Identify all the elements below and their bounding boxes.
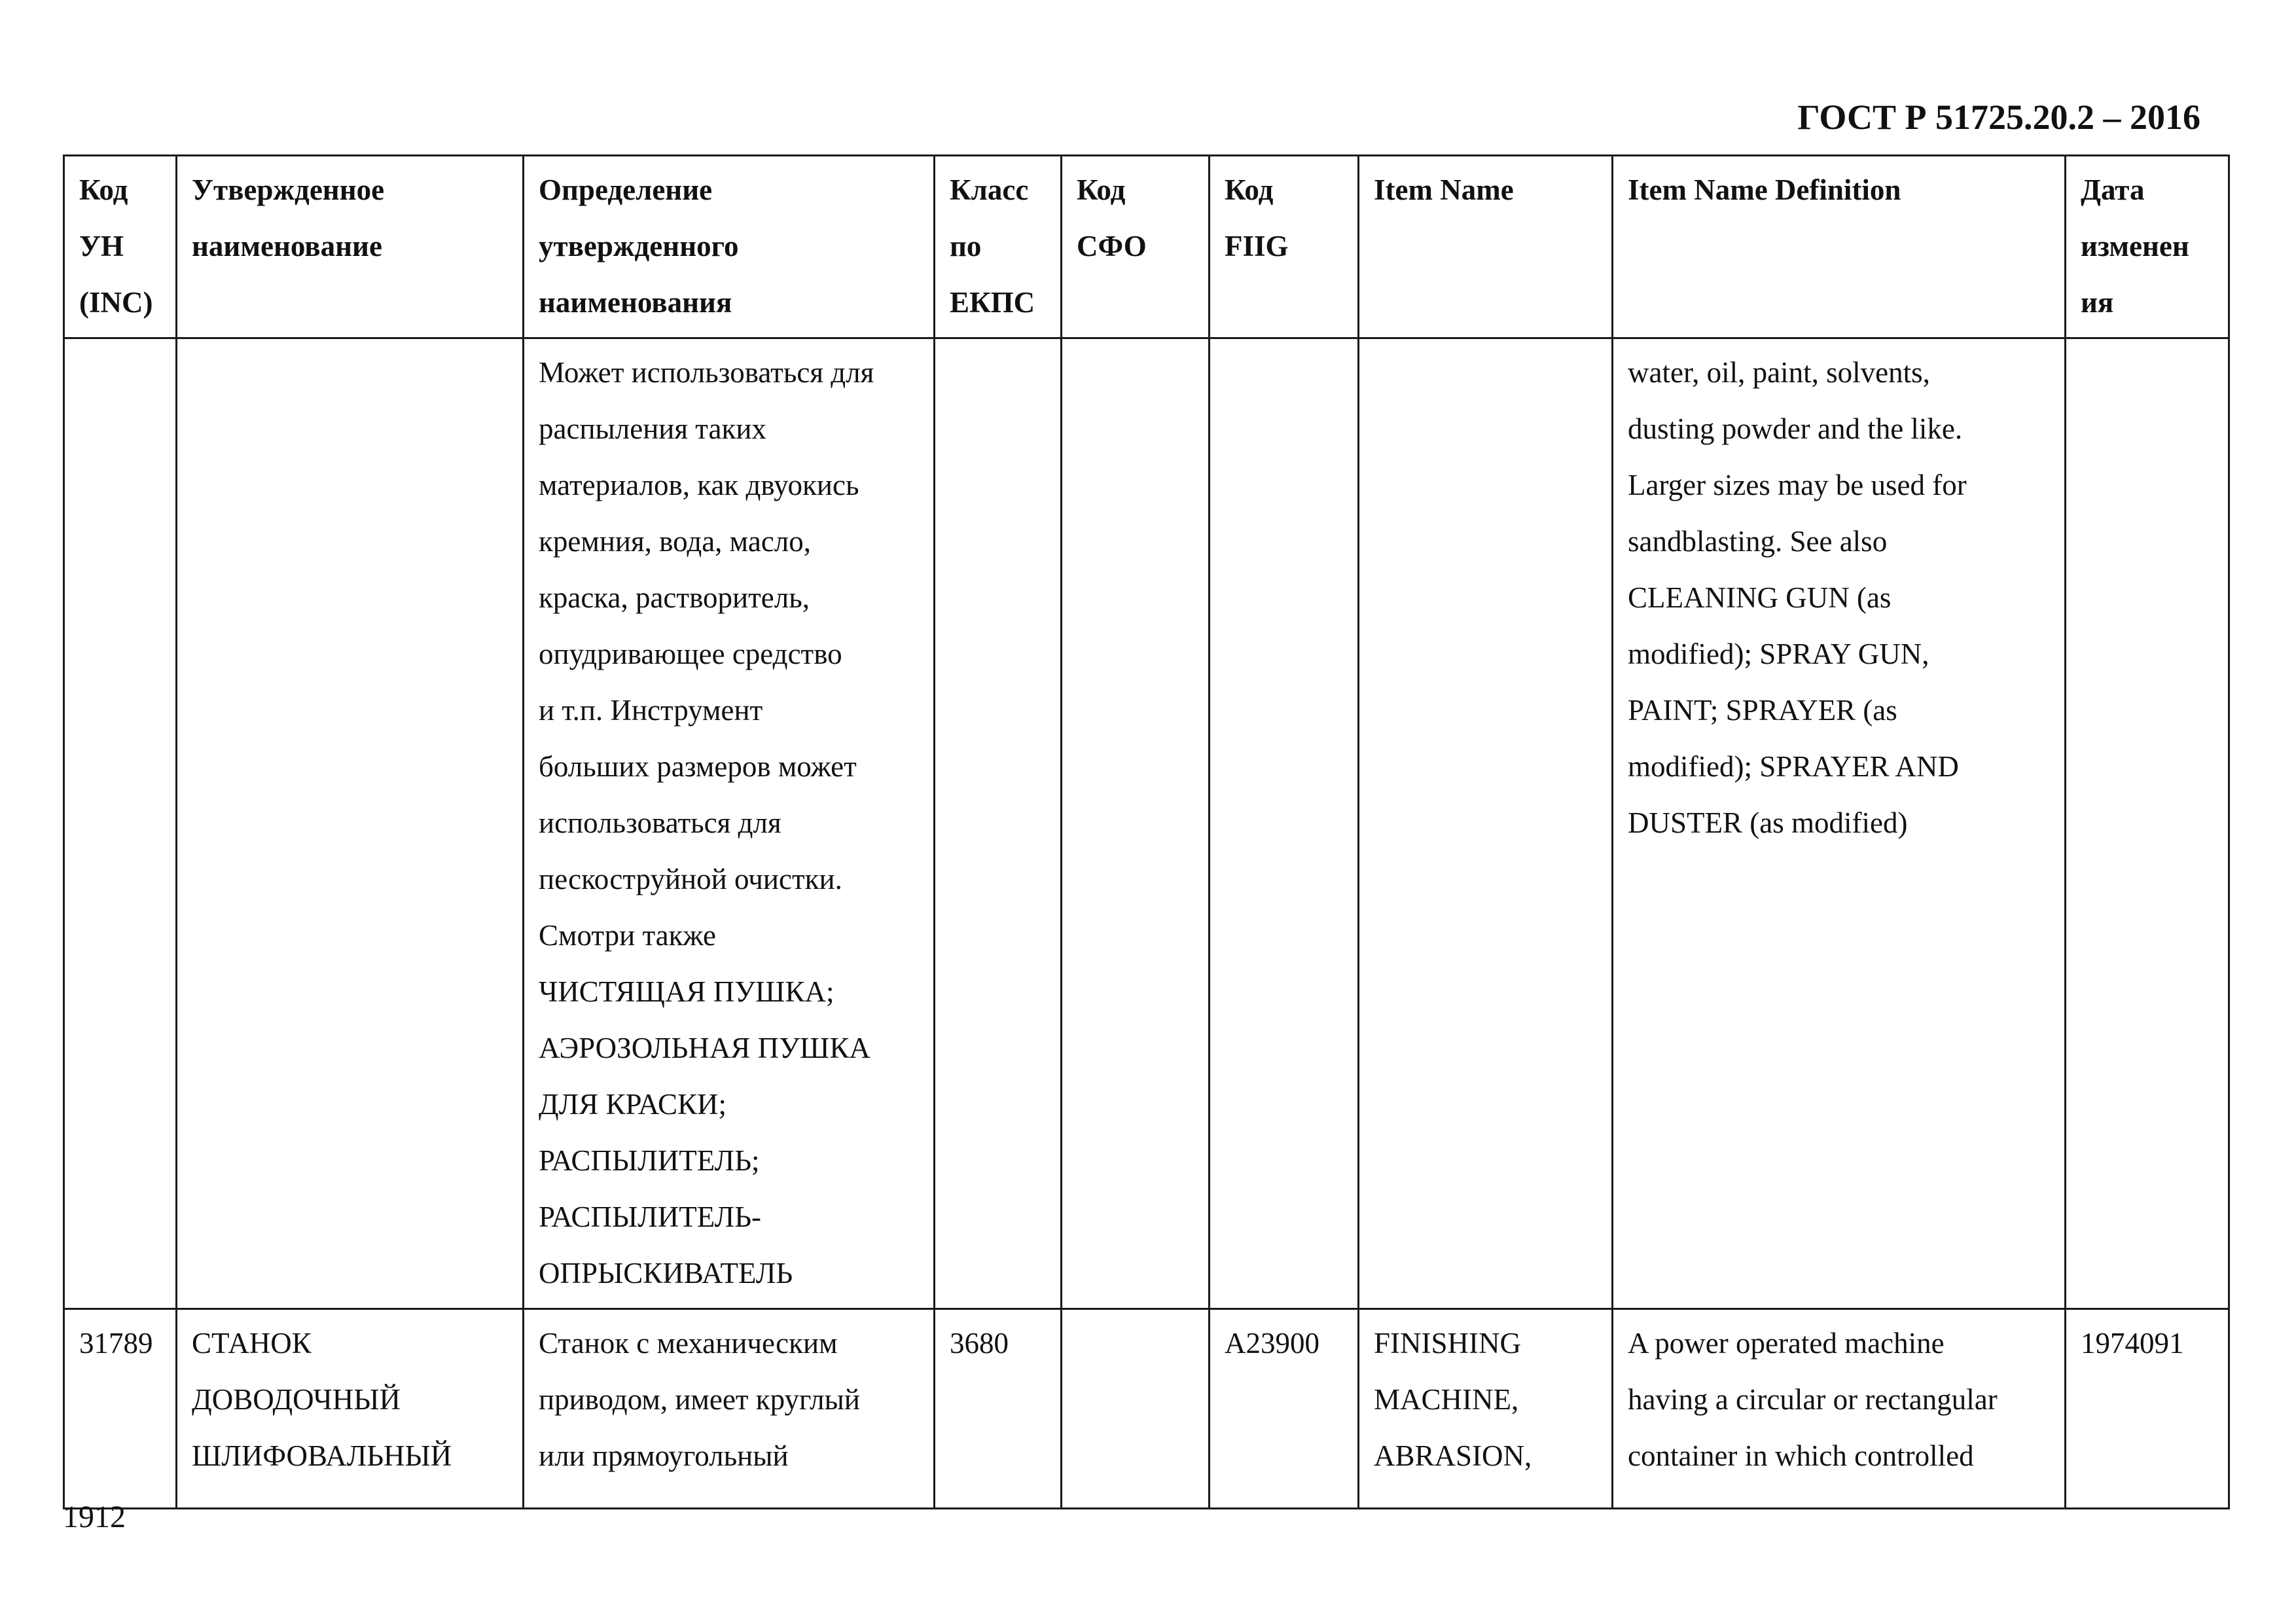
col-header-name-definition: Определение утвержденного наименования [524,156,935,338]
document-header: ГОСТ Р 51725.20.2 – 2016 [1797,98,2200,137]
cell-name-definition: Может использоваться для распыления таких материалов, как двуокись кремния, вода, масло, краска, растворитель, опудривающее средство и т.п. Инструмент больших размеров может использоваться для пескоструйной очистки. Смотри также ЧИСТЯЩАЯ ПУШКА; АЭРОЗОЛЬНАЯ ПУШКА ДЛЯ КРАСКИ; РАСПЫЛИТЕЛЬ; РАСПЫЛИТЕЛЬ- ОПРЫСКИВАТЕЛЬ [524,338,935,1309]
table-header-row [64,156,2229,338]
col-header-sfo-code: Код СФО [1062,156,1210,338]
cell-approved-name [177,338,524,1309]
cell-ekps-class [935,338,1062,1309]
cell-name-definition: Станок с механическим приводом, имеет круглый или прямоугольный [524,1309,935,1509]
cell-approved-name: СТАНОК ДОВОДОЧНЫЙ ШЛИФОВАЛЬНЫЙ [177,1309,524,1509]
nomenclature-table [63,154,2230,1509]
col-header-fiig-code: Код FIIG [1210,156,1359,338]
cell-item-name: FINISHING MACHINE, ABRASION, [1359,1309,1613,1509]
cell-change-date: 1974091 [2066,1309,2229,1509]
page-number: 1912 [63,1500,126,1534]
cell-change-date [2066,338,2229,1309]
col-header-ekps-class: Класс по ЕКПС [935,156,1062,338]
col-header-inc: Код УН (INC) [64,156,177,338]
col-header-item-name: Item Name [1359,156,1613,338]
cell-sfo-code [1062,1309,1210,1509]
cell-fiig-code [1210,338,1359,1309]
cell-inc [64,338,177,1309]
col-header-approved-name: Утвержденное наименование [177,156,524,338]
cell-item-name-definition: water, oil, paint, solvents, dusting powder and the like. Larger sizes may be used for sandblasting. See also CLEANING GUN (as modified); SPRAY GUN, PAINT; SPRAYER (as modified); SPRAYER AND DUSTER (as modified) [1613,338,2066,1309]
col-header-change-date: Дата изменен ия [2066,156,2229,338]
cell-item-name-definition: A power operated machine having a circular or rectangular container in which controlled [1613,1309,2066,1509]
cell-inc: 31789 [64,1309,177,1509]
table-row [64,338,2229,1309]
cell-fiig-code: A23900 [1210,1309,1359,1509]
cell-sfo-code [1062,338,1210,1309]
cell-ekps-class: 3680 [935,1309,1062,1509]
col-header-item-name-definition: Item Name Definition [1613,156,2066,338]
cell-item-name [1359,338,1613,1309]
table-row [64,1309,2229,1509]
